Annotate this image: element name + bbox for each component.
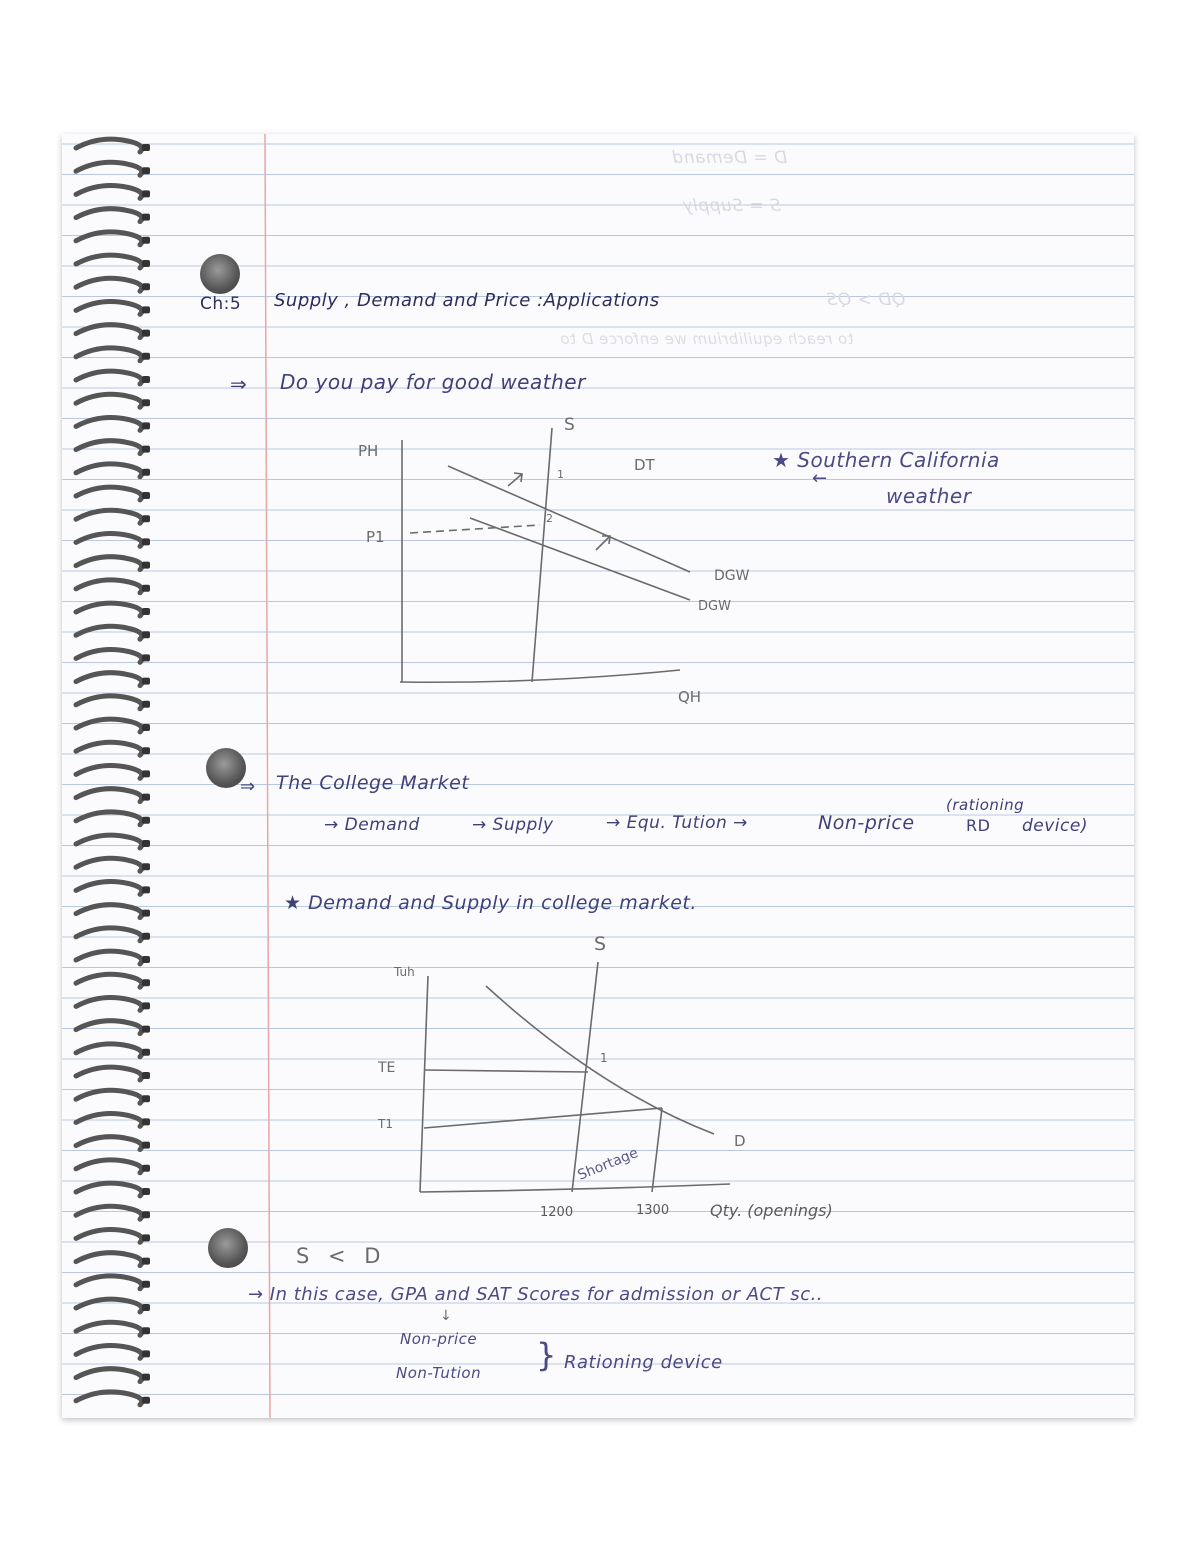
college-x-axis	[420, 1184, 730, 1192]
college-supply-item: → Supply	[472, 815, 554, 835]
weather-note-arrow: ←	[812, 468, 828, 489]
weather-demand-curve2-label: DGW	[698, 599, 731, 614]
college-device: device)	[1022, 816, 1088, 836]
college-market-title: The College Market	[276, 772, 470, 794]
weather-demand-curve1-label: DGW	[714, 568, 750, 584]
weather-point1-label: 1	[557, 468, 564, 481]
college-subtitle: ★ Demand and Supply in college market.	[284, 892, 697, 914]
weather-price1-label: P1	[366, 528, 385, 546]
weather-demand-shift-label: DT	[634, 456, 655, 474]
down-arrow: ↓	[440, 1308, 453, 1324]
chapter-heading: Supply , Demand and Price :Applications	[274, 290, 660, 311]
college-demand-label: D	[734, 1132, 746, 1150]
college-t1-label: T1	[378, 1117, 393, 1131]
ghost-text-1: D = Demand	[672, 148, 788, 168]
college-y-axis	[420, 976, 428, 1192]
chapter-number: Ch:5	[200, 294, 242, 314]
ghost-text-4: to reach equilibrium we enforce D to	[560, 330, 854, 348]
ghost-text-3: QD > QS	[826, 290, 906, 310]
college-t1-line	[424, 1108, 662, 1128]
college-demand-item: → Demand	[324, 815, 420, 835]
college-y-label: Tuh	[394, 965, 415, 979]
weather-point2-label: 2	[546, 512, 553, 525]
non-price-label: Non-price	[400, 1330, 478, 1348]
college-te-label: TE	[378, 1060, 396, 1076]
college-supply-curve	[572, 962, 598, 1192]
section2-arrow: ⇒	[240, 776, 256, 797]
supply-less-demand: S < D	[296, 1244, 387, 1268]
college-equ-item: → Equ. Tution →	[606, 813, 748, 833]
weather-note-line2: weather	[886, 484, 972, 508]
college-x-tick-1300: 1300	[636, 1203, 670, 1218]
rationing-device-label: Rationing device	[564, 1352, 723, 1373]
college-rd: RD	[966, 816, 991, 835]
weather-question: Do you pay for good weather	[280, 370, 586, 394]
grouping-brace: }	[536, 1336, 557, 1374]
college-te-line	[424, 1070, 588, 1072]
college-rationing: (rationing	[946, 796, 1025, 814]
college-nonprice: Non-price	[818, 812, 915, 834]
weather-supply-label: S	[564, 415, 575, 435]
college-supply-label: S	[594, 933, 607, 955]
weather-note-line1: ★ Southern California	[772, 448, 1000, 472]
college-x-label: Qty. (openings)	[710, 1201, 833, 1220]
case-explanation: → In this case, GPA and SAT Scores for admission or ACT sc..	[248, 1284, 824, 1305]
college-shortage-label: Shortage	[575, 1145, 641, 1184]
weather-x-label: QH	[678, 688, 702, 706]
college-x-tick-1200: 1200	[540, 1205, 574, 1220]
college-1300-line	[652, 1108, 662, 1192]
ghost-text-2: S = Supply	[682, 196, 781, 216]
section1-arrow: ⇒	[230, 372, 248, 396]
college-point1-label: 1	[600, 1051, 608, 1065]
weather-y-label: PH	[358, 442, 379, 460]
non-tution-label: Non-Tution	[396, 1364, 482, 1382]
